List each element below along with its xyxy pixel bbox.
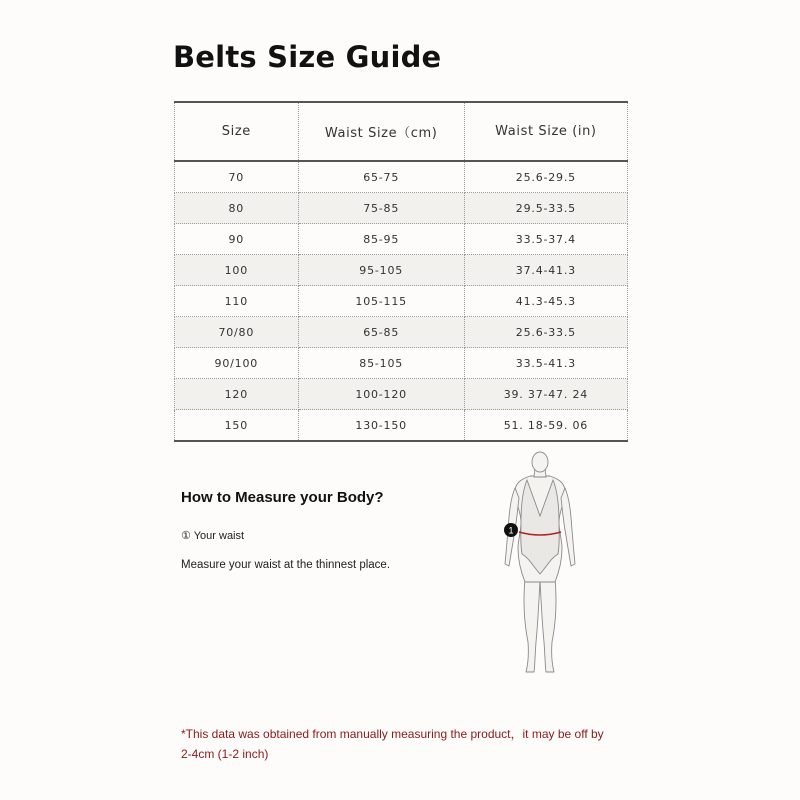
cell-waist-in: 29.5-33.5 (464, 193, 627, 224)
table-header-row (175, 102, 628, 161)
cell-waist-in: 39. 37-47. 24 (464, 379, 627, 410)
cell-size: 100 (175, 255, 299, 286)
cell-waist-in: 37.4-41.3 (464, 255, 627, 286)
measure-instruction: Measure your waist at the thinnest place. (181, 559, 391, 571)
disclaimer-line-1: *This data was obtained from manually measuring the product，it may be off by (181, 727, 604, 741)
cell-waist-cm: 85-105 (298, 348, 464, 379)
step-waist-label: ① Your waist (181, 530, 245, 542)
column-header-size: Size (175, 102, 299, 161)
cell-waist-in: 25.6-33.5 (464, 317, 627, 348)
cell-waist-cm: 85-95 (298, 224, 464, 255)
cell-waist-in: 33.5-41.3 (464, 348, 627, 379)
cell-size: 70 (175, 161, 299, 193)
cell-size: 90 (175, 224, 299, 255)
table-row (175, 193, 628, 224)
table-row (175, 410, 628, 442)
cell-waist-in: 33.5-37.4 (464, 224, 627, 255)
table-row (175, 317, 628, 348)
cell-size: 80 (175, 193, 299, 224)
cell-waist-in: 51. 18-59. 06 (464, 410, 627, 442)
cell-waist-cm: 65-75 (298, 161, 464, 193)
table-row (175, 161, 628, 193)
cell-waist-cm: 100-120 (298, 379, 464, 410)
cell-waist-in: 25.6-29.5 (464, 161, 627, 193)
disclaimer-note (181, 724, 651, 764)
cell-waist-cm: 130-150 (298, 410, 464, 442)
table-row (175, 348, 628, 379)
table-row (175, 255, 628, 286)
cell-size: 150 (175, 410, 299, 442)
body-figure-illustration (495, 450, 585, 680)
cell-waist-cm: 95-105 (298, 255, 464, 286)
table-row (175, 224, 628, 255)
table-row (175, 286, 628, 317)
cell-size: 70/80 (175, 317, 299, 348)
cell-waist-cm: 105-115 (298, 286, 464, 317)
cell-size: 90/100 (175, 348, 299, 379)
disclaimer-line-2: 2-4cm (1-2 inch) (181, 747, 269, 761)
cell-waist-in: 41.3-45.3 (464, 286, 627, 317)
page-title: Belts Size Guide (173, 40, 442, 74)
waist-marker-number: 1 (508, 525, 514, 536)
cell-size: 120 (175, 379, 299, 410)
cell-waist-cm: 65-85 (298, 317, 464, 348)
cell-waist-cm: 75-85 (298, 193, 464, 224)
table-row (175, 379, 628, 410)
size-table (174, 101, 628, 442)
cell-size: 110 (175, 286, 299, 317)
column-header-waist-in: Waist Size (in) (464, 102, 627, 161)
measure-heading: How to Measure your Body? (181, 489, 384, 506)
column-header-waist-cm: Waist Size（cm) (298, 102, 464, 161)
